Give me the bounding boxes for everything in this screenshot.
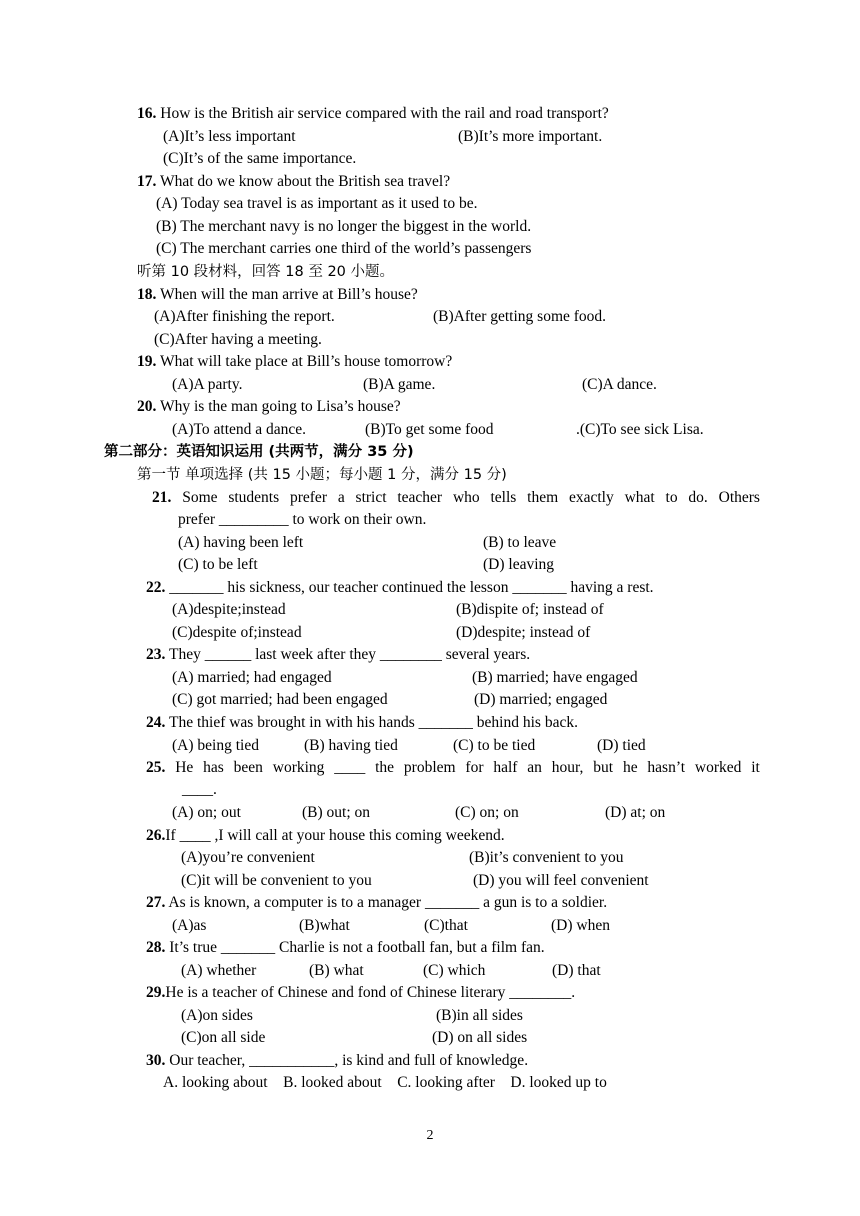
instruction-passage-10: 听第 10 段材料，回答 18 至 20 小题。	[137, 264, 395, 280]
question-stem: What will take place at Bill’s house tomorrow?	[159, 353, 453, 370]
answer-blank: ____	[334, 759, 366, 776]
word: hasn’t	[647, 759, 686, 776]
option-b: (B) what	[309, 962, 364, 979]
word: he	[622, 759, 638, 776]
word: who	[452, 489, 480, 506]
option-b: (B) to leave	[483, 534, 557, 551]
question-stem: It’s true _______ Charlie is not a football fan, but a film fan.	[169, 939, 545, 956]
option-a: (A)you’re convenient	[181, 849, 315, 866]
option-c: (C) to be left	[178, 556, 258, 573]
word: students	[228, 489, 280, 506]
option-d: (D) married; engaged	[474, 691, 608, 708]
part2-heading: 第二部分：英语知识运用 (共两节，满分 35 分)	[104, 444, 414, 460]
option-c: (C)on all side	[181, 1029, 266, 1046]
question-number: 29.	[146, 984, 166, 1001]
question-stem: Our teacher, ___________, is kind and full of knowledge.	[169, 1052, 529, 1069]
option-d: (D) tied	[597, 737, 646, 754]
word: a	[337, 489, 345, 506]
answer-blank: _______	[512, 579, 567, 596]
question-19	[137, 351, 452, 373]
question-21	[152, 487, 760, 509]
option-c: (C) got married; had been engaged	[172, 691, 388, 708]
option-c: (C)despite of;instead	[172, 624, 302, 641]
option-a: (A) whether	[181, 962, 257, 979]
question-27	[146, 892, 607, 914]
word: but	[593, 759, 614, 776]
option-b: (B)A game.	[363, 376, 436, 393]
question-23	[146, 644, 530, 666]
word: He	[175, 759, 194, 776]
word: prefer	[289, 489, 327, 506]
word: Others	[718, 489, 760, 506]
word: half	[493, 759, 518, 776]
question-number: 21.	[152, 489, 172, 506]
option-d: (D) you will feel convenient	[473, 872, 649, 889]
question-number: 28.	[146, 939, 166, 956]
page-number: 2	[426, 1128, 434, 1143]
question-22	[146, 577, 654, 599]
question-stem: The thief was brought in with his hands _______ behind his back.	[168, 714, 578, 731]
word: an	[527, 759, 542, 776]
question-number: 19.	[137, 353, 157, 370]
option-a: (A) on; out	[172, 804, 241, 821]
answer-blank: _______	[169, 579, 224, 596]
question-29	[146, 982, 575, 1004]
word: it	[751, 759, 760, 776]
option-a: (A)despite;instead	[172, 601, 286, 618]
question-16	[137, 103, 609, 125]
option-a: (A) married; had engaged	[172, 669, 332, 686]
word: what	[624, 489, 655, 506]
question-28	[146, 937, 545, 959]
option-b: (B) out; on	[302, 804, 371, 821]
option-b: (B)After getting some food.	[433, 308, 607, 325]
option-d: (D) when	[551, 917, 610, 934]
option-c: (C)that	[424, 917, 468, 934]
question-stem-line2: prefer _________ to work on their own.	[178, 511, 427, 528]
word: working	[272, 759, 325, 776]
question-number: 30.	[146, 1052, 166, 1069]
question-number: 23.	[146, 646, 166, 663]
option-a: (A)After finishing the report.	[154, 308, 335, 325]
word: hour,	[551, 759, 584, 776]
question-number: 16.	[137, 105, 157, 122]
option-b: (B) The merchant navy is no longer the biggest in the world.	[156, 218, 532, 235]
option-b: (B) having tied	[304, 737, 398, 754]
option-c: (C)After having a meeting.	[154, 331, 322, 348]
question-stem: As is known, a computer is to a manager	[168, 894, 425, 911]
option-c: .(C)To see sick Lisa.	[576, 421, 704, 438]
question-stem: .	[571, 984, 576, 1001]
option-b: (B)dispite of; instead of	[456, 601, 604, 618]
option-b: (B)what	[299, 917, 350, 934]
question-number: 27.	[146, 894, 166, 911]
option-c: (C)It’s of the same importance.	[163, 150, 357, 167]
word: strict	[355, 489, 387, 506]
options-line: A. looking about B. looked about C. looking after D. looked up to	[163, 1074, 607, 1091]
word: do.	[688, 489, 708, 506]
word: teacher	[397, 489, 443, 506]
question-number: 18.	[137, 286, 157, 303]
option-c: (C)A dance.	[582, 376, 657, 393]
question-number: 24.	[146, 714, 166, 731]
question-number: 17.	[137, 173, 157, 190]
question-17	[137, 171, 450, 193]
question-stem: having a rest.	[566, 579, 654, 596]
option-a: (A)as	[172, 917, 207, 934]
option-c: (C) to be tied	[453, 737, 536, 754]
question-number: 25.	[146, 759, 166, 776]
option-a: (A)on sides	[181, 1007, 253, 1024]
question-stem: He is a teacher of Chinese and fond of Chinese literary	[165, 984, 510, 1001]
option-a: (A) Today sea travel is as important as it used to be.	[156, 195, 478, 212]
option-a: (A)To attend a dance.	[172, 421, 307, 438]
word: Some	[182, 489, 218, 506]
question-26	[146, 825, 505, 847]
question-number: 26.	[146, 827, 166, 844]
option-d: (D)despite; instead of	[456, 624, 591, 641]
word: to	[665, 489, 678, 506]
option-b: (B)To get some food	[365, 421, 494, 438]
option-b: (B)it’s convenient to you	[469, 849, 624, 866]
option-a: (A) being tied	[172, 737, 259, 754]
option-d: (D) that	[552, 962, 601, 979]
question-stem: How is the British air service compared with the rail and road transport?	[160, 105, 609, 122]
part2-subheading: 第一节 单项选择 (共 15 小题；每小题 1 分，满分 15 分)	[137, 467, 507, 483]
question-30	[146, 1050, 528, 1072]
question-stem: Why is the man going to Lisa’s house?	[159, 398, 401, 415]
question-stem: a gun is to a soldier.	[479, 894, 608, 911]
question-stem: They ______ last week after they ________ several years.	[168, 646, 531, 663]
word: problem	[403, 759, 456, 776]
question-stem: When will the man arrive at Bill’s house?	[159, 286, 418, 303]
option-c: (C)it will be convenient to you	[181, 872, 372, 889]
question-number: 22.	[146, 579, 166, 596]
question-24	[146, 712, 578, 734]
option-d: (D) leaving	[483, 556, 555, 573]
option-b: (B) married; have engaged	[472, 669, 638, 686]
option-c: (C) on; on	[455, 804, 519, 821]
question-stem: If	[165, 827, 180, 844]
option-d: (D) on all sides	[432, 1029, 528, 1046]
question-18	[137, 284, 418, 306]
word: them	[527, 489, 559, 506]
question-stem: What do we know about the British sea travel?	[159, 173, 451, 190]
option-c: (C) The merchant carries one third of the world’s passengers	[156, 240, 532, 257]
option-a: (A)A party.	[172, 376, 243, 393]
question-stem-line2: ____.	[182, 781, 217, 798]
question-number: 20.	[137, 398, 157, 415]
word: tells	[490, 489, 517, 506]
question-25	[146, 757, 760, 779]
option-a: (A) having been left	[178, 534, 304, 551]
word: has	[203, 759, 224, 776]
option-c: (C) which	[423, 962, 486, 979]
word: for	[465, 759, 484, 776]
option-b: (B)in all sides	[436, 1007, 523, 1024]
answer-blank: ____	[179, 827, 211, 844]
option-b: (B)It’s more important.	[458, 128, 603, 145]
question-20	[137, 396, 401, 418]
answer-blank: _______	[424, 894, 480, 911]
word: been	[233, 759, 263, 776]
question-stem: ,I will call at your house this coming weekend.	[210, 827, 505, 844]
option-d: (D) at; on	[605, 804, 666, 821]
question-stem: his sickness, our teacher continued the lesson	[223, 579, 513, 596]
option-a: (A)It’s less important	[163, 128, 296, 145]
word: exactly	[568, 489, 614, 506]
answer-blank: ________	[509, 984, 572, 1001]
word: worked	[694, 759, 742, 776]
word: the	[375, 759, 395, 776]
